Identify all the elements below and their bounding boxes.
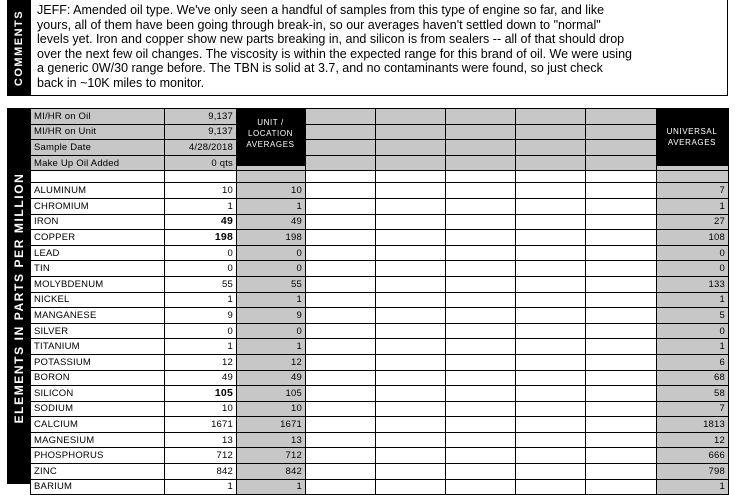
blank-cell [376,109,446,125]
element-row [31,417,729,433]
blank-cell [376,448,446,464]
element-universal-average: 27 [657,214,729,230]
blank-cell [306,140,376,156]
blank-cell [376,417,446,433]
element-universal-average: 1 [657,479,729,495]
blank-cell [376,386,446,402]
element-universal-average: 1 [657,339,729,355]
element-unit-average: 842 [237,464,306,480]
blank-cell [306,417,376,433]
element-name: SILICON [31,386,165,402]
blank-cell [446,448,516,464]
blank-cell [446,386,516,402]
blank-cell [516,124,586,140]
element-row [31,245,729,261]
universal-averages-header [656,108,728,166]
element-sample-value: 10 [165,401,237,417]
blank-cell [586,292,657,308]
element-unit-average: 55 [237,276,306,292]
blank-cell [516,155,586,171]
blank-cell [516,276,586,292]
blank-cell [516,464,586,480]
blank-cell [306,308,376,324]
blank-cell [376,292,446,308]
element-row [31,479,729,495]
element-universal-average: 7 [657,401,729,417]
blank-cell [516,198,586,214]
element-sample-value: 9 [165,308,237,324]
element-row [31,230,729,246]
element-name: BARIUM [31,479,165,495]
elements-label: ELEMENTS IN PARTS PER MILLION [11,172,26,424]
blank-cell [516,479,586,495]
blank-cell [516,183,586,199]
blank-cell [446,464,516,480]
element-universal-average: 1813 [657,417,729,433]
blank-cell [516,230,586,246]
info-value: 9,137 [165,109,237,125]
blank-cell [446,183,516,199]
element-universal-average: 0 [657,245,729,261]
element-name: MOLYBDENUM [31,276,165,292]
blank-cell [306,230,376,246]
blank-cell [586,401,657,417]
element-row [31,214,729,230]
element-name: ALUMINUM [31,183,165,199]
element-row [31,339,729,355]
element-sample-value: 842 [165,464,237,480]
element-universal-average: 68 [657,370,729,386]
element-universal-average: 666 [657,448,729,464]
blank-cell [376,183,446,199]
blank-cell [376,401,446,417]
blank-cell [516,448,586,464]
universal-averages-label: UNIVERSAL AVERAGES [666,127,718,147]
blank-cell [586,109,657,125]
element-unit-average: 0 [237,261,306,277]
info-value: 9,137 [165,124,237,140]
element-name: BORON [31,370,165,386]
blank-cell [586,124,657,140]
blank-cell [586,245,657,261]
element-sample-value: 1 [165,292,237,308]
blank-cell [306,245,376,261]
blank-cell [586,464,657,480]
blank-cell [516,214,586,230]
element-name: IRON [31,214,165,230]
element-row [31,354,729,370]
element-unit-average: 10 [237,401,306,417]
element-unit-average: 1 [237,479,306,495]
spacer-cell [306,171,376,183]
blank-cell [446,401,516,417]
spacer-cell [657,171,729,183]
element-sample-value: 0 [165,245,237,261]
element-name: TITANIUM [31,339,165,355]
element-row [31,292,729,308]
element-universal-average: 133 [657,276,729,292]
element-unit-average: 1671 [237,417,306,433]
element-sample-value: 55 [165,276,237,292]
blank-cell [586,386,657,402]
info-label: Make Up Oil Added [31,155,165,171]
blank-cell [516,354,586,370]
element-sample-value: 49 [165,214,237,230]
blank-cell [446,354,516,370]
comments-text: JEFF: Amended oil type. We've only seen a handful of samples from this type of engine so far, and like yours, all of them have been going through break-in, so our averages haven't settled down to "normal" levels yet. Iron and copper show new parts breaking in, and silicon is from sealers -- all of that should drop over the next few oil changes. The viscosity is within the expected range for this brand of oil. We were using a generic 0W/30 range before. The TBN is solid at 3.7, and no contaminants were found, so just check back in ~10K miles to monitor. [37,3,632,90]
blank-cell [446,308,516,324]
comments-label-bar [7,0,30,96]
blank-cell [306,432,376,448]
element-universal-average: 6 [657,354,729,370]
blank-cell [586,155,657,171]
blank-cell [306,448,376,464]
element-name: CALCIUM [31,417,165,433]
oil-analysis-table [30,108,729,495]
info-row [31,124,729,140]
element-sample-value: 712 [165,448,237,464]
element-unit-average: 10 [237,183,306,199]
blank-cell [586,479,657,495]
element-unit-average: 13 [237,432,306,448]
blank-cell [376,276,446,292]
spacer-cell [516,171,586,183]
blank-cell [376,198,446,214]
blank-cell [446,124,516,140]
blank-cell [376,124,446,140]
blank-cell [306,401,376,417]
blank-cell [446,261,516,277]
element-unit-average: 712 [237,448,306,464]
element-row [31,386,729,402]
blank-cell [586,370,657,386]
element-universal-average: 0 [657,261,729,277]
element-row [31,276,729,292]
info-value: 4/28/2018 [165,140,237,156]
element-row [31,198,729,214]
blank-cell [376,339,446,355]
blank-cell [376,245,446,261]
element-unit-average: 49 [237,214,306,230]
info-label: MI/HR on Oil [31,109,165,125]
blank-cell [376,155,446,171]
blank-cell [586,323,657,339]
blank-cell [516,245,586,261]
element-name: POTASSIUM [31,354,165,370]
element-row [31,323,729,339]
blank-cell [516,339,586,355]
element-row [31,401,729,417]
blank-cell [586,308,657,324]
blank-cell [516,401,586,417]
element-unit-average: 0 [237,323,306,339]
info-label: MI/HR on Unit [31,124,165,140]
element-unit-average: 198 [237,230,306,246]
blank-cell [586,417,657,433]
blank-cell [446,276,516,292]
spacer-cell [31,171,165,183]
blank-cell [446,214,516,230]
blank-cell [306,155,376,171]
info-label: Sample Date [31,140,165,156]
element-row [31,261,729,277]
blank-cell [586,198,657,214]
table-body [31,109,729,495]
element-sample-value: 49 [165,370,237,386]
blank-cell [306,370,376,386]
blank-cell [516,432,586,448]
blank-cell [446,479,516,495]
element-sample-value: 0 [165,323,237,339]
blank-cell [446,370,516,386]
element-name: PHOSPHORUS [31,448,165,464]
spacer-cell [586,171,657,183]
element-universal-average: 798 [657,464,729,480]
comments-box [30,0,728,96]
element-sample-value: 1671 [165,417,237,433]
element-row [31,183,729,199]
blank-cell [306,464,376,480]
blank-cell [516,323,586,339]
spacer-cell [446,171,516,183]
element-sample-value: 10 [165,183,237,199]
blank-cell [586,214,657,230]
element-name: TIN [31,261,165,277]
element-universal-average: 58 [657,386,729,402]
blank-cell [586,230,657,246]
element-row [31,448,729,464]
blank-cell [446,245,516,261]
element-universal-average: 5 [657,308,729,324]
blank-cell [376,464,446,480]
blank-cell [306,124,376,140]
element-row [31,432,729,448]
blank-cell [376,370,446,386]
element-unit-average: 0 [237,245,306,261]
element-universal-average: 0 [657,323,729,339]
blank-cell [516,417,586,433]
blank-cell [306,386,376,402]
element-sample-value: 1 [165,339,237,355]
blank-cell [446,417,516,433]
blank-cell [446,292,516,308]
blank-cell [376,308,446,324]
element-unit-average: 1 [237,198,306,214]
elements-label-bar [7,108,30,484]
spacer-cell [165,171,237,183]
element-sample-value: 1 [165,479,237,495]
element-name: COPPER [31,230,165,246]
unit-location-averages-label: UNIT / LOCATION AVERAGES [246,118,295,149]
spacer-cell [237,171,306,183]
blank-cell [586,140,657,156]
blank-cell [306,214,376,230]
blank-cell [446,140,516,156]
blank-cell [306,323,376,339]
blank-cell [516,308,586,324]
element-universal-average: 1 [657,198,729,214]
blank-cell [516,370,586,386]
blank-cell [306,276,376,292]
blank-cell [376,323,446,339]
blank-cell [586,261,657,277]
element-unit-average: 1 [237,292,306,308]
blank-cell [376,214,446,230]
blank-cell [306,292,376,308]
blank-cell [446,230,516,246]
blank-cell [516,292,586,308]
blank-cell [376,432,446,448]
element-unit-average: 12 [237,354,306,370]
blank-cell [376,479,446,495]
element-universal-average: 108 [657,230,729,246]
blank-cell [446,155,516,171]
element-universal-average: 1 [657,292,729,308]
element-name: MAGNESIUM [31,432,165,448]
blank-cell [446,109,516,125]
blank-cell [586,183,657,199]
blank-cell [516,261,586,277]
blank-cell [376,261,446,277]
blank-cell [586,448,657,464]
blank-cell [446,323,516,339]
element-name: MANGANESE [31,308,165,324]
element-unit-average: 49 [237,370,306,386]
element-row [31,370,729,386]
blank-cell [306,479,376,495]
element-unit-average: 105 [237,386,306,402]
blank-cell [446,432,516,448]
comments-label: COMMENTS [12,9,25,87]
blank-cell [376,140,446,156]
blank-cell [376,230,446,246]
blank-cell [306,354,376,370]
info-row [31,155,729,171]
blank-cell [306,109,376,125]
spacer-row [31,171,729,183]
blank-cell [446,339,516,355]
blank-cell [586,354,657,370]
element-sample-value: 12 [165,354,237,370]
spacer-cell [376,171,446,183]
blank-cell [586,339,657,355]
info-row [31,109,729,125]
element-universal-average: 12 [657,432,729,448]
element-unit-average: 1 [237,339,306,355]
blank-cell [586,276,657,292]
blank-cell [516,109,586,125]
element-sample-value: 0 [165,261,237,277]
element-unit-average: 9 [237,308,306,324]
blank-cell [516,386,586,402]
element-row [31,464,729,480]
element-row [31,308,729,324]
blank-cell [376,354,446,370]
element-universal-average: 7 [657,183,729,199]
unit-location-averages-header [236,108,305,166]
element-name: LEAD [31,245,165,261]
element-sample-value: 1 [165,198,237,214]
blank-cell [446,198,516,214]
element-sample-value: 13 [165,432,237,448]
info-row [31,140,729,156]
blank-cell [306,183,376,199]
blank-cell [586,432,657,448]
blank-cell [306,339,376,355]
element-sample-value: 105 [165,386,237,402]
element-name: ZINC [31,464,165,480]
element-name: SILVER [31,323,165,339]
element-name: SODIUM [31,401,165,417]
element-sample-value: 198 [165,230,237,246]
blank-cell [306,198,376,214]
blank-cell [516,140,586,156]
element-name: CHROMIUM [31,198,165,214]
blank-cell [306,261,376,277]
element-name: NICKEL [31,292,165,308]
info-value: 0 qts [165,155,237,171]
